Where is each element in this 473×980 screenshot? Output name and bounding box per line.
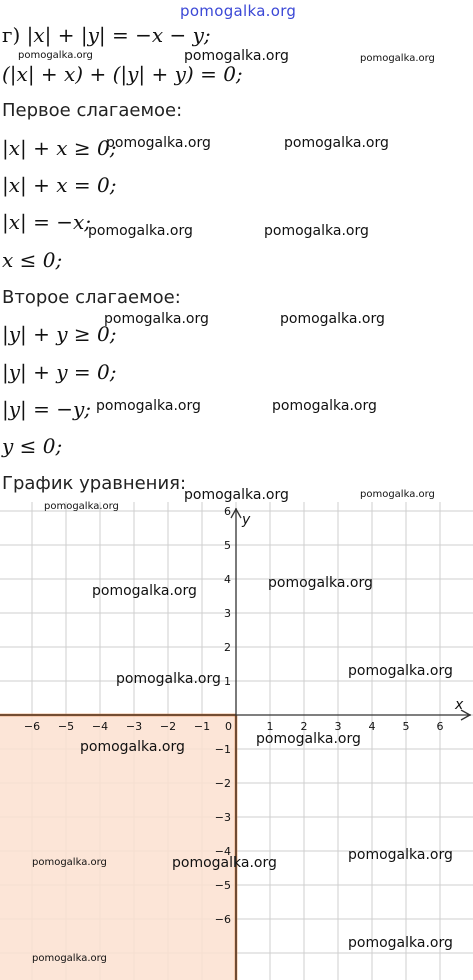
watermark: pomogalka.org xyxy=(348,847,453,863)
heading-first-term: Первое слагаемое: xyxy=(2,100,183,121)
watermark: pomogalka.org xyxy=(96,398,201,414)
watermark: pomogalka.org xyxy=(104,311,209,327)
watermark: pomogalka.org xyxy=(172,855,277,871)
first-term-step-2: |x| + x = 0; xyxy=(2,173,117,197)
equation-text: |x| + |y| = −x − y; xyxy=(26,23,211,47)
watermark: pomogalka.org xyxy=(184,48,289,64)
y-tick-label: −4 xyxy=(214,845,231,858)
watermark: pomogalka.org xyxy=(348,663,453,679)
y-tick-label: 4 xyxy=(224,573,231,586)
y-tick-label: 1 xyxy=(224,675,231,688)
origin-label: 0 xyxy=(225,720,232,733)
watermark: pomogalka.org xyxy=(256,731,361,747)
x-tick-label: −2 xyxy=(159,720,177,733)
watermark: pomogalka.org xyxy=(80,739,185,755)
x-tick-label: 3 xyxy=(334,720,342,733)
equation-label: г) xyxy=(2,23,21,47)
y-tick-label: −1 xyxy=(214,743,231,756)
x-tick-label: −5 xyxy=(57,720,75,733)
watermark: pomogalka.org xyxy=(116,671,221,687)
second-term-step-2: |y| + y = 0; xyxy=(2,360,117,384)
second-term-step-3: |y| = −y; xyxy=(2,397,92,421)
x-tick-label: −1 xyxy=(193,720,211,733)
watermark: pomogalka.org xyxy=(44,501,119,512)
y-tick-label: 2 xyxy=(224,641,231,654)
y-tick-label: −3 xyxy=(214,811,231,824)
y-tick-label: 3 xyxy=(224,607,231,620)
heading-graph: График уравнения: xyxy=(2,473,187,494)
y-tick-label: −6 xyxy=(214,913,231,926)
watermark: pomogalka.org xyxy=(360,53,435,64)
watermark: pomogalka.org xyxy=(268,575,373,591)
first-term-step-4: x ≤ 0; xyxy=(2,248,63,272)
equation-line xyxy=(2,24,211,46)
x-tick-label: 6 xyxy=(436,720,444,733)
rewrite-line: (|x| + x) + (|y| + y) = 0; xyxy=(2,62,243,86)
watermark: pomogalka.org xyxy=(264,223,369,239)
watermark: pomogalka.org xyxy=(32,953,107,964)
y-tick-label: 6 xyxy=(224,505,231,518)
x-tick-label: −3 xyxy=(125,720,143,733)
watermark: pomogalka.org xyxy=(106,135,211,151)
x-tick-label: 1 xyxy=(266,720,274,733)
y-tick-label: −2 xyxy=(214,777,231,790)
watermark: pomogalka.org xyxy=(360,489,435,500)
watermark: pomogalka.org xyxy=(92,583,197,599)
watermark: pomogalka.org xyxy=(280,311,385,327)
first-term-step-1: |x| + x ≥ 0; xyxy=(2,136,117,160)
x-tick-label: 2 xyxy=(300,720,308,733)
watermark: pomogalka.org xyxy=(284,135,389,151)
heading-second-term: Второе слагаемое: xyxy=(2,287,181,308)
y-tick-label: 5 xyxy=(224,539,231,552)
y-tick-label: −5 xyxy=(214,879,231,892)
y-axis-label: y xyxy=(242,512,251,528)
watermark: pomogalka.org xyxy=(184,487,289,503)
first-term-step-3: |x| = −x; xyxy=(2,210,92,234)
watermark: pomogalka.org xyxy=(272,398,377,414)
x-tick-label: 5 xyxy=(402,720,410,733)
x-tick-label: 4 xyxy=(368,720,376,733)
header-watermark: pomogalka.org xyxy=(180,2,297,20)
second-term-step-4: y ≤ 0; xyxy=(2,434,63,458)
x-axis-label: x xyxy=(455,697,464,713)
equation-graph xyxy=(0,502,473,980)
x-tick-label: −4 xyxy=(91,720,109,733)
watermark: pomogalka.org xyxy=(88,223,193,239)
watermark: pomogalka.org xyxy=(18,50,93,61)
watermark: pomogalka.org xyxy=(32,857,107,868)
x-tick-label: −6 xyxy=(23,720,41,733)
watermark: pomogalka.org xyxy=(348,935,453,951)
second-term-step-1: |y| + y ≥ 0; xyxy=(2,322,117,346)
